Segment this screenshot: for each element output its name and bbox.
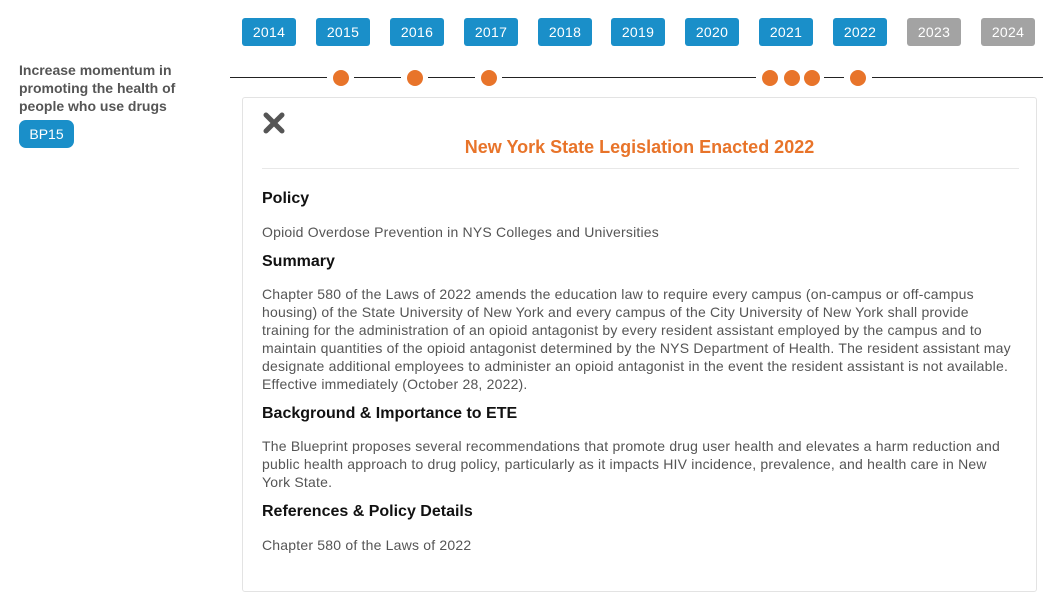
card-divider bbox=[262, 168, 1019, 169]
year-button-2019[interactable]: 2019 bbox=[611, 18, 665, 46]
section-heading-summary: Summary bbox=[262, 253, 335, 270]
timeline-dot[interactable] bbox=[333, 70, 349, 86]
recommendation-title: Increase momentum in promoting the health of people who use drugs bbox=[19, 62, 176, 114]
timeline-dot[interactable] bbox=[784, 70, 800, 86]
timeline-dot[interactable] bbox=[762, 70, 778, 86]
year-button-2024[interactable]: 2024 bbox=[981, 18, 1035, 46]
timeline-dot[interactable] bbox=[850, 70, 866, 86]
year-button-2014[interactable]: 2014 bbox=[242, 18, 296, 46]
year-button-2016[interactable]: 2016 bbox=[390, 18, 444, 46]
section-body-background: The Blueprint proposes several recommendations that promote drug user health and elevates a harm reduction and public health approach to drug policy, particularly as it impacts HIV incidence, prevalence, and health care in New York State. bbox=[262, 438, 1000, 490]
timeline-dot[interactable] bbox=[407, 70, 423, 86]
year-button-2023[interactable]: 2023 bbox=[907, 18, 961, 46]
timeline-dot[interactable] bbox=[804, 70, 820, 86]
year-button-2017[interactable]: 2017 bbox=[464, 18, 518, 46]
recommendation-badge[interactable]: BP15 bbox=[19, 120, 74, 148]
year-button-2021[interactable]: 2021 bbox=[759, 18, 813, 46]
section-heading-background: Background & Importance to ETE bbox=[262, 405, 518, 422]
year-button-2015[interactable]: 2015 bbox=[316, 18, 370, 46]
year-button-2020[interactable]: 2020 bbox=[685, 18, 739, 46]
section-body-summary: Chapter 580 of the Laws of 2022 amends the education law to require every campus (on-campus or off-campus housing) of the State University of New York and every campus of the City University of New York shall provide training for the administration of an opioid antagonist by every resident assistant employed by the campus and to maintain quantities of the opioid antagonist determined by the NYS Department of Health. The resident assistant may designate additional employees to administer an opioid antagonist in the event the resident assistant is not available. Effective immediately (October 28, 2022). bbox=[262, 286, 1011, 392]
section-body-policy: Opioid Overdose Prevention in NYS Colleges and Universities bbox=[262, 224, 659, 240]
section-body-references: Chapter 580 of the Laws of 2022 bbox=[262, 537, 472, 553]
detail-card bbox=[242, 97, 1037, 592]
close-icon[interactable] bbox=[262, 111, 286, 135]
year-button-2022[interactable]: 2022 bbox=[833, 18, 887, 46]
detail-title: New York State Legislation Enacted 2022 bbox=[464, 137, 815, 157]
section-heading-references: References & Policy Details bbox=[262, 503, 473, 520]
year-button-2018[interactable]: 2018 bbox=[538, 18, 592, 46]
timeline-dot[interactable] bbox=[481, 70, 497, 86]
section-heading-policy: Policy bbox=[262, 190, 310, 207]
